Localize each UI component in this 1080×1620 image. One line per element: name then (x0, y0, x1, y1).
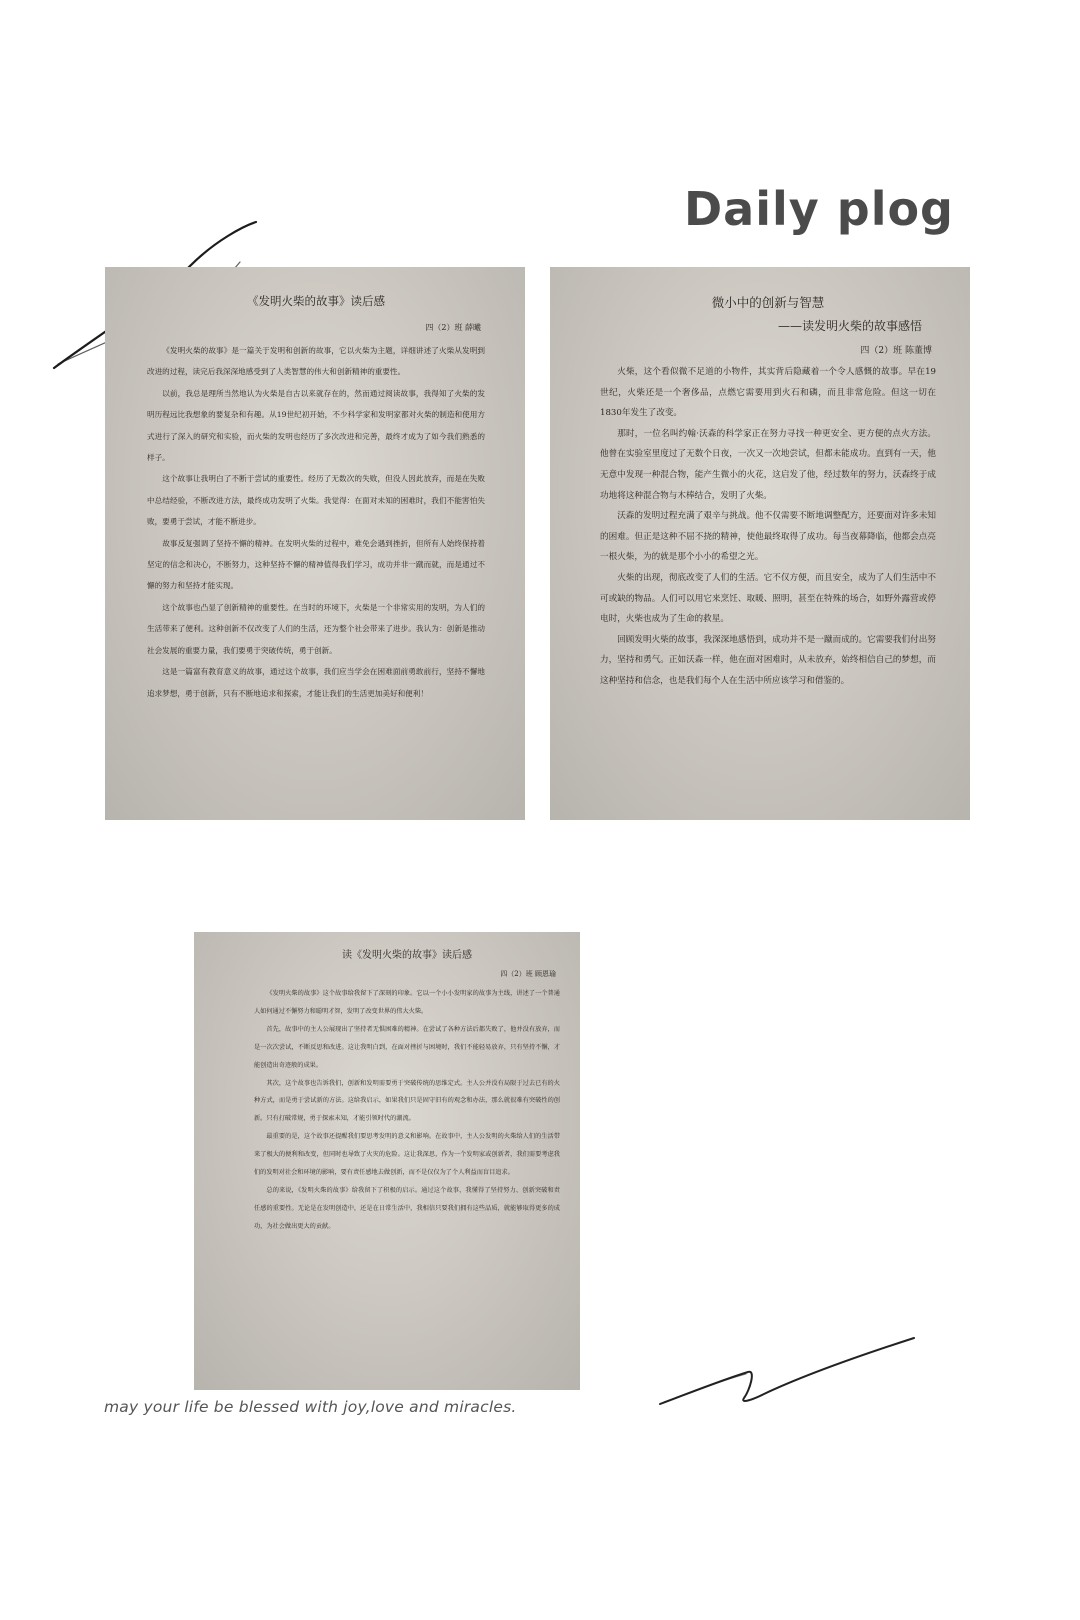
essay-2-paragraph: 回顾发明火柴的故事，我深深地感悟到，成功并不是一蹴而成的。它需要我们付出努力，坚持和勇气。正如沃森一样，他在面对困难时，从未放弃，始终相信自己的梦想，而这种坚持和信念，也是我们每个人在生活中所应该学习和借鉴的。 (600, 634, 936, 686)
essay-3-paragraph: 总的来说，《发明火柴的故事》给我留下了积极的启示。通过这个故事，我懂得了坚持努力、创新突破和责任感的重要性。无论是在发明创造中，还是在日常生活中，我相信只要我们拥有这些品质，就能够取得更多的成功，为社会做出更大的贡献。 (254, 1186, 560, 1230)
essay-1-paragraph: 《发明火柴的故事》是一篇关于发明和创新的故事，它以火柴为主题，详细讲述了火柴从发明到改进的过程，读完后我深深地感受到了人类智慧的伟大和创新精神的重要性。 (147, 346, 485, 377)
essay-2-subtitle: ——读发明火柴的故事感悟 (777, 319, 922, 333)
essay-3-paragraph: 首先，故事中的主人公展现出了坚持者无惧困难的精神。在尝试了各种方法后都失败了，他并没有放弃，而是一次次尝试，不断反思和改进。这让我明白到，在面对挫折与困境时，我们不能轻易放弃，只有坚持不懈，才能创造出奇迹般的成果。 (254, 1025, 560, 1069)
footer-caption: may your life be blessed with joy,love and miracles. (104, 1398, 517, 1416)
essay-2-paragraph: 那时，一位名叫约翰·沃森的科学家正在努力寻找一种更安全、更方便的点火方法。他曾在实验室里度过了无数个日夜，一次又一次地尝试，但都未能成功。直到有一天，他无意中发现一种混合物，能产生微小的火花，这启发了他，经过数年的努力，沃森终于成功地将这种混合物与木棒结合，发明了火柴。 (600, 428, 936, 501)
essay-2-paragraph: 沃森的发明过程充满了艰辛与挑战。他不仅需要不断地调整配方，还要面对许多未知的困难。但正是这种不屈不挠的精神，使他最终取得了成功。每当夜幕降临，他都会点亮一根火柴，为的就是那个小小的希望之光。 (600, 511, 936, 563)
essay-page-1 (105, 267, 525, 820)
essay-1-paragraph: 故事反复强调了坚持不懈的精神。在发明火柴的过程中，难免会遇到挫折，但所有人始终保持着坚定的信念和决心，不断努力，这种坚持不懈的精神值得我们学习，成功并非一蹴而就，而是通过不懈的努力和坚持才能实现。 (147, 538, 485, 591)
essay-3-paragraph: 其次，这个故事也告诉我们，创新和发明需要勇于突破传统的思维定式。主人公并没有局限于过去已有的火种方式，而是勇于尝试新的方法。这给我启示，如果我们只是固守旧有的观念和办法，那么就很难有突破性的创新。只有打破常规，勇于探索未知，才能引领时代的潮流。 (254, 1079, 560, 1123)
essay-1-author: 四（2）班 薛曦 (425, 323, 481, 332)
decorative-swoosh-bottom (652, 1332, 932, 1422)
essay-page-2 (550, 267, 970, 820)
essay-3-title: 读《发明火柴的故事》读后感 (342, 950, 472, 961)
essay-2-title: 微小中的创新与智慧 (711, 295, 825, 310)
essay-1-paragraph: 以前，我总是理所当然地认为火柴是自古以来就存在的，然而通过阅读故事，我得知了火柴的发明历程远比我想象的要复杂和有趣。从19世纪初开始，不少科学家和发明家都对火柴的制造和使用方式进行了深入的研究和实验，而火柴的发明也经历了多次改进和完善，最终才成为了如今我们熟悉的样子。 (147, 388, 485, 463)
essay-page-3 (194, 932, 580, 1390)
essay-1-paragraph: 这是一篇富有教育意义的故事，通过这个故事，我们应当学会在困难面前勇敢前行，坚持不懈地追求梦想，勇于创新，只有不断地追求和探索，才能让我们的生活更加美好和便利！ (147, 667, 485, 698)
essay-2-paragraph: 火柴的出现，彻底改变了人们的生活。它不仅方便，而且安全，成为了人们生活中不可或缺的物品。人们可以用它来烹饪、取暖、照明，甚至在特殊的场合，如野外露营或停电时，火柴也成为了生命的救星。 (600, 572, 936, 625)
essay-2-author: 四（2）班 陈董博 (860, 346, 932, 356)
essay-1-paragraph: 这个故事也凸显了创新精神的重要性。在当时的环境下，火柴是一个非常实用的发明，为人们的生活带来了便利。这种创新不仅改变了人们的生活，还为整个社会带来了进步。我认为：创新是推动社会发展的重要力量，我们要勇于突破传统，勇于创新。 (147, 602, 485, 655)
essay-1-title: 《发明火柴的故事》读后感 (247, 294, 385, 308)
essay-1-paragraph: 这个故事让我明白了不断于尝试的重要性。经历了无数次的失败，但没人因此放弃，而是在失败中总结经验，不断改进方法，最终成功发明了火柴。我觉得：在面对未知的困难时，我们不能害怕失败，要勇于尝试，才能不断进步。 (147, 474, 485, 527)
essay-3-paragraph: 《发明火柴的故事》这个故事给我留下了深刻的印象。它以一个小小发明家的故事为主线，讲述了一个普通人如何通过不懈努力和聪明才智，发明了改变世界的伟大火柴。 (254, 990, 560, 1015)
page-title: Daily plog (684, 182, 954, 236)
essay-3-paragraph: 最重要的是，这个故事还提醒我们要思考发明的意义和影响。在故事中，主人公发明的火柴给人们的生活带来了极大的便利和改变，但同时也导致了火灾的危险。这让我深思，作为一个发明家或创新者，我们需要考虑我们的发明对社会和环境的影响，要有责任感地去做创新，而不是仅仅为了个人利益而盲目追求。 (254, 1133, 560, 1177)
essay-2-paragraph: 火柴，这个看似微不足道的小物件，其实背后隐藏着一个令人感慨的故事。早在19世纪，火柴还是一个奢侈品，点燃它需要用到火石和磷，而且非常危险。但这一切在1830年发生了改变。 (600, 367, 936, 419)
essay-3-author: 四（2）班 顾恩瑜 (500, 970, 556, 978)
